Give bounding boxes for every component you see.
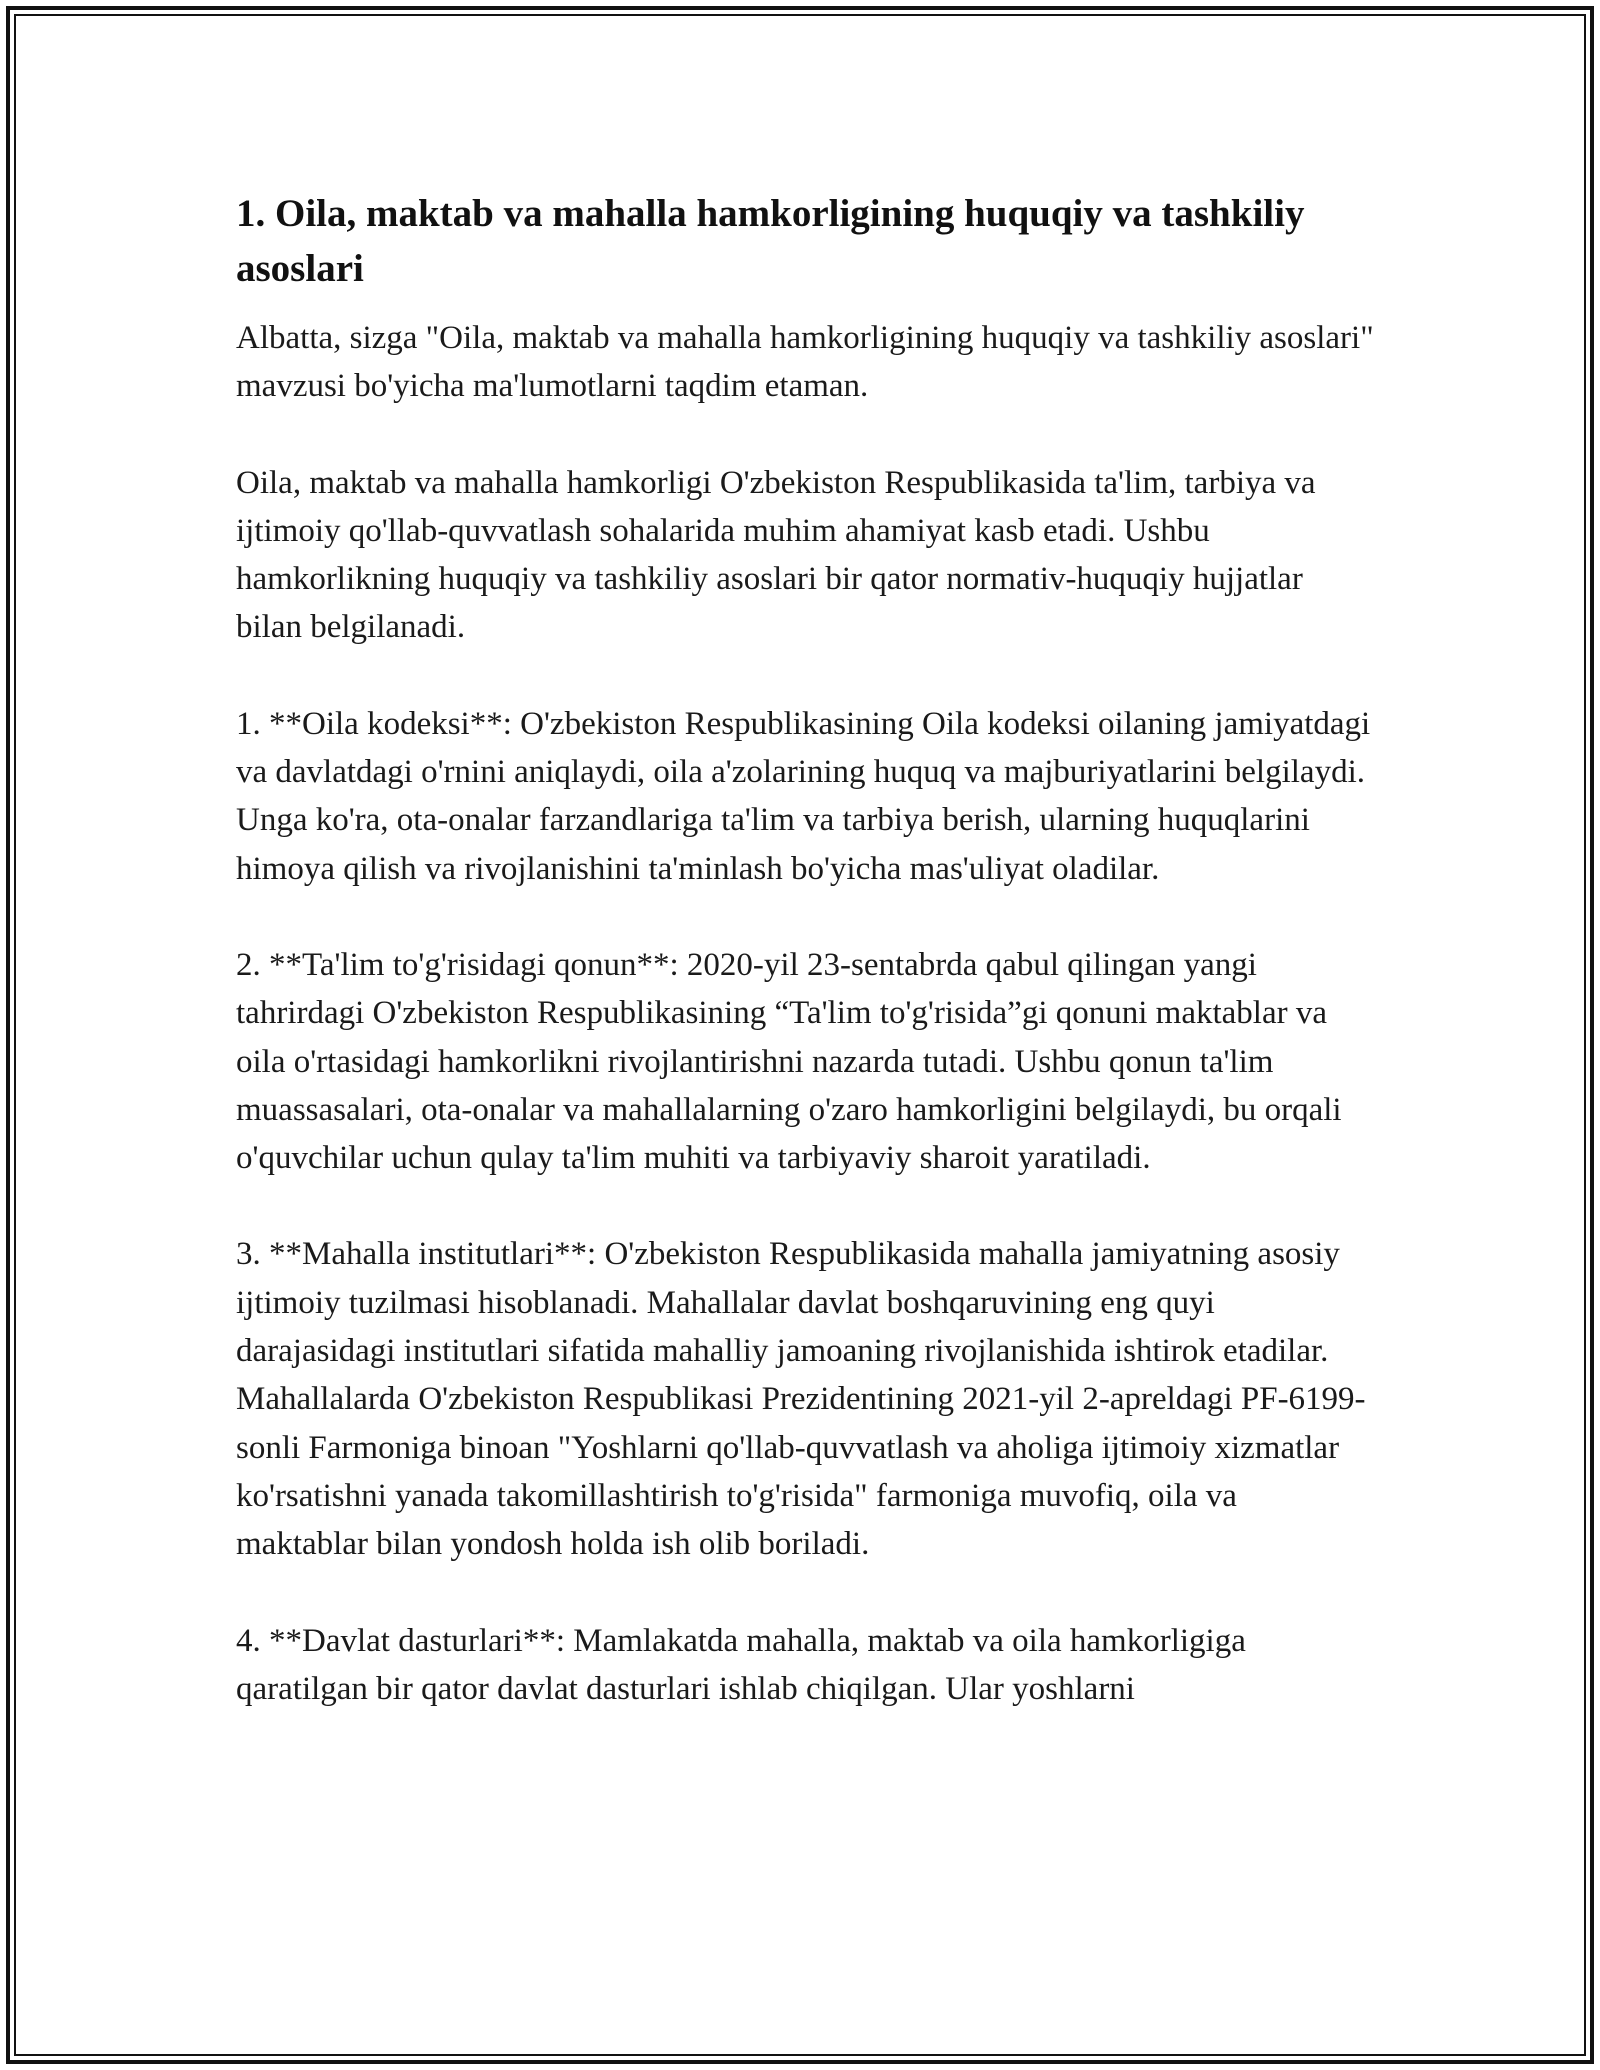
- section-heading: 1. Oila, maktab va mahalla hamkorligining huquqiy va tashkiliy asoslari: [236, 192, 1305, 290]
- document-body: [236, 186, 1376, 1713]
- overview-paragraph: Oila, maktab va mahalla hamkorligi O'zbekiston Respublikasida ta'lim, tarbiya va ijtimoiy qo'llab-quvvatlash sohalarida muhim ahamiyat kasb etadi. Ushbu hamkorlikning huquqiy va tashkiliy asoslari bir qator normativ-huquqiy hujjatlar bilan belgilanadi.: [236, 464, 1316, 646]
- item-family-code-paragraph: 1. **Oila kodeksi**: O'zbekiston Respublikasining Oila kodeksi oilaning jamiyatdagi va davlatdagi o'rnini aniqlaydi, oila a'zolarining huquq va majburiyatlarini belgilaydi. Unga ko'ra, ota-onalar farzandlariga ta'lim va tarbiya berish, ularning huquqlarini himoya qilish va rivojlanishini ta'minlash bo'yicha mas'uliyat oladilar.: [236, 705, 1371, 887]
- item-state-programs-paragraph: 4. **Davlat dasturlari**: Mamlakatda mahalla, maktab va oila hamkorligiga qaratilgan bir qator davlat dasturlari ishlab chiqilgan. Ular yoshlarni: [236, 1622, 1246, 1707]
- item-mahalla-institutions-paragraph: 3. **Mahalla institutlari**: O'zbekiston Respublikasida mahalla jamiyatning asosiy ijtimoiy tuzilmasi hisoblanadi. Mahallalar davlat boshqaruvining eng quyi darajasidagi institutlari sifatida mahalliy jamoaning rivojlanishida ishtirok etadilar. Mahallalarda O'zbekiston Respublikasi Prezidentining 2021-yil 2-apreldagi PF-6199-sonli Farmoniga binoan "Yoshlarni qo'llab-quvvatlash va aholiga ijtimoiy xizmatlar ko'rsatishni yanada takomillashtirish to'g'risida" farmoniga muvofiq, oila va maktablar bilan yondosh holda ish olib boriladi.: [236, 1236, 1366, 1563]
- intro-paragraph: Albatta, sizga "Oila, maktab va mahalla hamkorligining huquqiy va tashkiliy asoslari" mavzusi bo'yicha ma'lumotlarni taqdim etaman.: [236, 320, 1374, 405]
- item-education-law-paragraph: 2. **Ta'lim to'g'risidagi qonun**: 2020-yil 23-sentabrda qabul qilingan yangi tahrirdagi O'zbekiston Respublikasining “Ta'lim to'g'risida”gi qonuni maktablar va oila o'rtasidagi hamkorlikni rivojlantirishni nazarda tutadi. Ushbu qonun ta'lim muassasalari, ota-onalar va mahallalarning o'zaro hamkorligini belgilaydi, bu orqali o'quvchilar uchun qulay ta'lim muhiti va tarbiyaviy sharoit yaratiladi.: [236, 946, 1342, 1177]
